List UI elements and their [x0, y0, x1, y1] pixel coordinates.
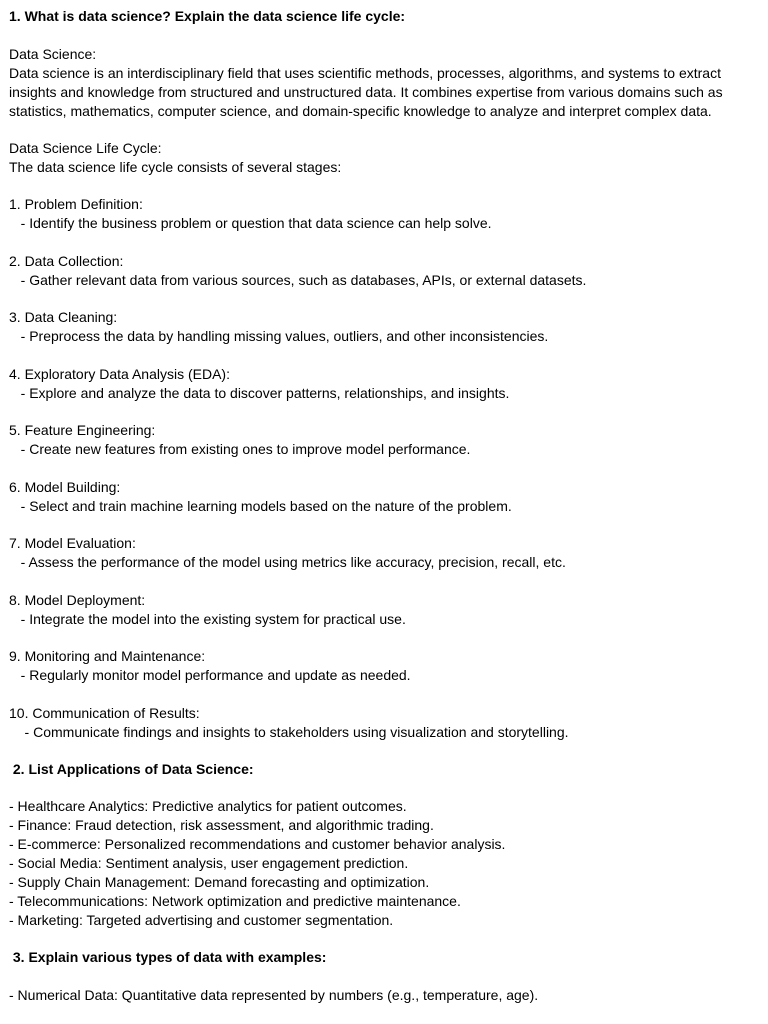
stage-detail: - Assess the performance of the model using metrics like accuracy, precision, recall, etc.	[9, 554, 566, 570]
data-science-paragraph-line-1: Data science is an interdisciplinary field that uses scientific methods, processes, algorithms, and systems to extract	[9, 65, 721, 81]
stage-title: 10. Communication of Results:	[9, 705, 200, 721]
q3-heading: 3. Explain various types of data with examples:	[9, 949, 327, 965]
data-science-label: Data Science:	[9, 46, 97, 62]
q1-heading: 1. What is data science? Explain the data science life cycle:	[9, 8, 406, 24]
stage-detail: - Select and train machine learning models based on the nature of the problem.	[9, 498, 512, 514]
list-item: - Healthcare Analytics: Predictive analytics for patient outcomes.	[9, 798, 407, 814]
life-cycle-intro: The data science life cycle consists of several stages:	[9, 159, 342, 175]
stage-title: 4. Exploratory Data Analysis (EDA):	[9, 366, 230, 382]
life-cycle-label: Data Science Life Cycle:	[9, 140, 162, 156]
list-item: - Telecommunications: Network optimization and predictive maintenance.	[9, 893, 461, 909]
list-item: - E-commerce: Personalized recommendations and customer behavior analysis.	[9, 836, 506, 852]
list-item: - Numerical Data: Quantitative data represented by numbers (e.g., temperature, age).	[9, 987, 539, 1003]
data-science-paragraph-line-2: insights and knowledge from structured and unstructured data. It combines expertise from various domains such as	[9, 84, 723, 100]
q2-heading: 2. List Applications of Data Science:	[9, 761, 254, 777]
stage-title: 8. Model Deployment:	[9, 592, 146, 608]
stage-title: 7. Model Evaluation:	[9, 535, 136, 551]
stage-detail: - Identify the business problem or question that data science can help solve.	[9, 215, 492, 231]
list-item: - Social Media: Sentiment analysis, user engagement prediction.	[9, 855, 409, 871]
stage-detail: - Integrate the model into the existing system for practical use.	[9, 611, 406, 627]
stage-title: 3. Data Cleaning:	[9, 309, 118, 325]
stage-detail: - Regularly monitor model performance and update as needed.	[9, 667, 411, 683]
list-item: - Finance: Fraud detection, risk assessment, and algorithmic trading.	[9, 817, 434, 833]
stage-detail: - Create new features from existing ones to improve model performance.	[9, 441, 471, 457]
stage-detail: - Explore and analyze the data to discover patterns, relationships, and insights.	[9, 385, 510, 401]
stage-title: 5. Feature Engineering:	[9, 422, 156, 438]
stage-title: 2. Data Collection:	[9, 253, 124, 269]
list-item: - Marketing: Targeted advertising and customer segmentation.	[9, 912, 394, 928]
stage-detail: - Gather relevant data from various sources, such as databases, APIs, or external datasets.	[9, 272, 587, 288]
stage-title: 1. Problem Definition:	[9, 196, 143, 212]
stage-detail: - Preprocess the data by handling missing values, outliers, and other inconsistencies.	[9, 328, 549, 344]
stage-title: 6. Model Building:	[9, 479, 121, 495]
list-item: - Supply Chain Management: Demand forecasting and optimization.	[9, 874, 430, 890]
stage-detail: - Communicate findings and insights to stakeholders using visualization and storytelling.	[9, 724, 569, 740]
stage-title: 9. Monitoring and Maintenance:	[9, 648, 206, 664]
data-science-paragraph-line-3: statistics, mathematics, computer science, and domain-specific knowledge to analyze and interpret complex data.	[9, 103, 712, 119]
